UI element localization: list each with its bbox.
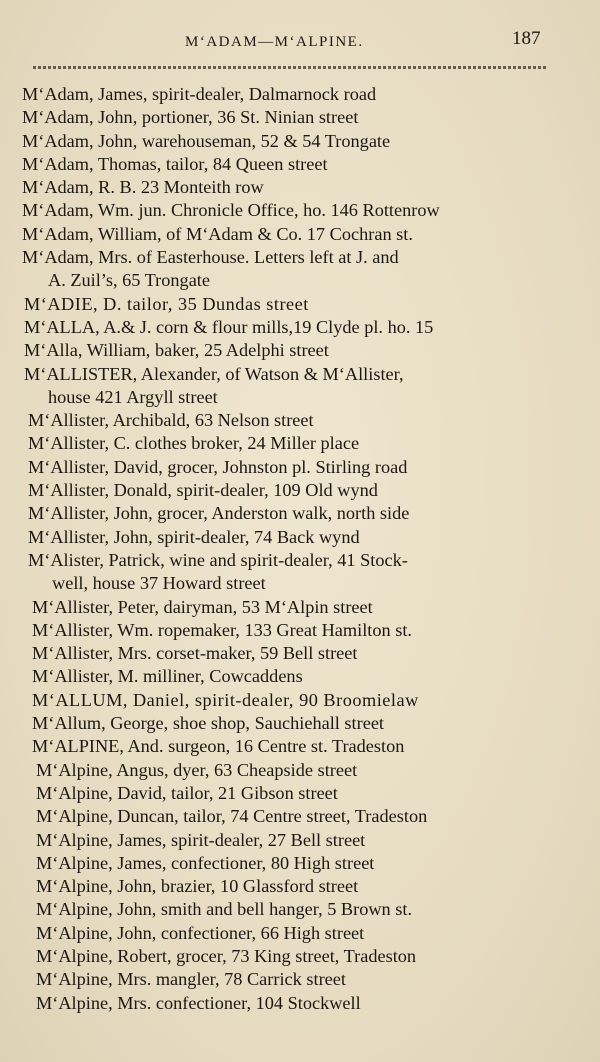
directory-entry: M‘Adam, John, portioner, 36 St. Ninian street xyxy=(22,107,359,128)
running-head: M‘ADAM—M‘ALPINE. xyxy=(185,34,364,50)
directory-entry: M‘Adam, William, of M‘Adam & Co. 17 Cochran st. xyxy=(22,223,413,244)
directory-entry: M‘Alpine, Mrs. mangler, 78 Carrick street xyxy=(36,969,346,990)
directory-entry: M‘ALLUM, Daniel, spirit-dealer, 90 Broomielaw xyxy=(32,689,419,710)
header-rule xyxy=(33,66,548,69)
directory-entry-continuation: A. Zuil’s, 65 Trongate xyxy=(48,270,211,291)
directory-entries xyxy=(22,83,567,1015)
directory-entry: M‘Alister, Patrick, wine and spirit-dealer, 41 Stock- xyxy=(28,549,408,570)
page-number: 187 xyxy=(512,28,541,49)
directory-entry: M‘Allister, C. clothes broker, 24 Miller place xyxy=(28,433,360,454)
directory-entry: M‘Allister, David, grocer, Johnston pl. Stirling road xyxy=(28,456,408,477)
directory-entry: M‘Alpine, John, confectioner, 66 High street xyxy=(36,922,365,943)
directory-entry: M‘Adam, Wm. jun. Chronicle Office, ho. 146 Rottenrow xyxy=(22,200,440,221)
directory-entry: M‘Allister, Archibald, 63 Nelson street xyxy=(28,410,314,431)
directory-entry: M‘Alpine, James, spirit-dealer, 27 Bell street xyxy=(36,829,366,850)
directory-entry: M‘Alpine, John, brazier, 10 Glassford street xyxy=(36,876,359,897)
directory-entry: M‘Alla, William, baker, 25 Adelphi street xyxy=(24,340,329,361)
directory-entry: M‘Alpine, David, tailor, 21 Gibson street xyxy=(36,782,338,803)
directory-entry: M‘Allister, M. milliner, Cowcaddens xyxy=(32,666,303,687)
directory-entry: M‘Adam, Mrs. of Easterhouse. Letters left at J. and xyxy=(22,247,399,268)
directory-entry: M‘Allister, Wm. ropemaker, 133 Great Hamilton st. xyxy=(32,619,412,640)
directory-entry: M‘Allister, Mrs. corset-maker, 59 Bell street xyxy=(32,643,358,664)
directory-entry: M‘Alpine, Mrs. confectioner, 104 Stockwell xyxy=(36,992,361,1013)
directory-entry: M‘Alpine, Robert, grocer, 73 King street, Tradeston xyxy=(36,945,417,966)
directory-entry: M‘Adam, James, spirit-dealer, Dalmarnock road xyxy=(22,84,377,104)
directory-entry-continuation: house 421 Argyll street xyxy=(48,386,218,407)
directory-entry: M‘Adam, Thomas, tailor, 84 Queen street xyxy=(22,153,328,174)
directory-entry: M‘Allister, Peter, dairyman, 53 M‘Alpin street xyxy=(32,596,373,617)
directory-entry: M‘ALPINE, And. surgeon, 16 Centre st. Tradeston xyxy=(32,736,405,757)
directory-entry: M‘Alpine, Duncan, tailor, 74 Centre street, Tradeston xyxy=(36,806,428,827)
page-header xyxy=(0,28,600,52)
directory-entry: M‘Adam, John, warehouseman, 52 & 54 Trongate xyxy=(22,130,391,151)
directory-entry: M‘ADIE, D. tailor, 35 Dundas street xyxy=(24,293,309,314)
directory-entry: M‘ALLA, A.& J. corn & flour mills,19 Clyde pl. ho. 15 xyxy=(24,316,434,337)
directory-entry: M‘Adam, R. B. 23 Monteith row xyxy=(22,177,264,198)
directory-entry: M‘Allister, John, spirit-dealer, 74 Back wynd xyxy=(28,526,360,547)
directory-entry: M‘ALLISTER, Alexander, of Watson & M‘Allister, xyxy=(24,363,404,384)
directory-entry: M‘Allister, Donald, spirit-dealer, 109 Old wynd xyxy=(28,480,378,501)
directory-entry: M‘Alpine, John, smith and bell hanger, 5 Brown st. xyxy=(36,899,413,920)
directory-entry: M‘Alpine, James, confectioner, 80 High street xyxy=(36,852,375,873)
directory-entry: M‘Allister, John, grocer, Anderston walk, north side xyxy=(28,503,410,524)
directory-entry-continuation: well, house 37 Howard street xyxy=(52,573,266,594)
directory-entry: M‘Alpine, Angus, dyer, 63 Cheapside street xyxy=(36,759,358,780)
directory-entry: M‘Allum, George, shoe shop, Sauchiehall street xyxy=(32,713,385,734)
